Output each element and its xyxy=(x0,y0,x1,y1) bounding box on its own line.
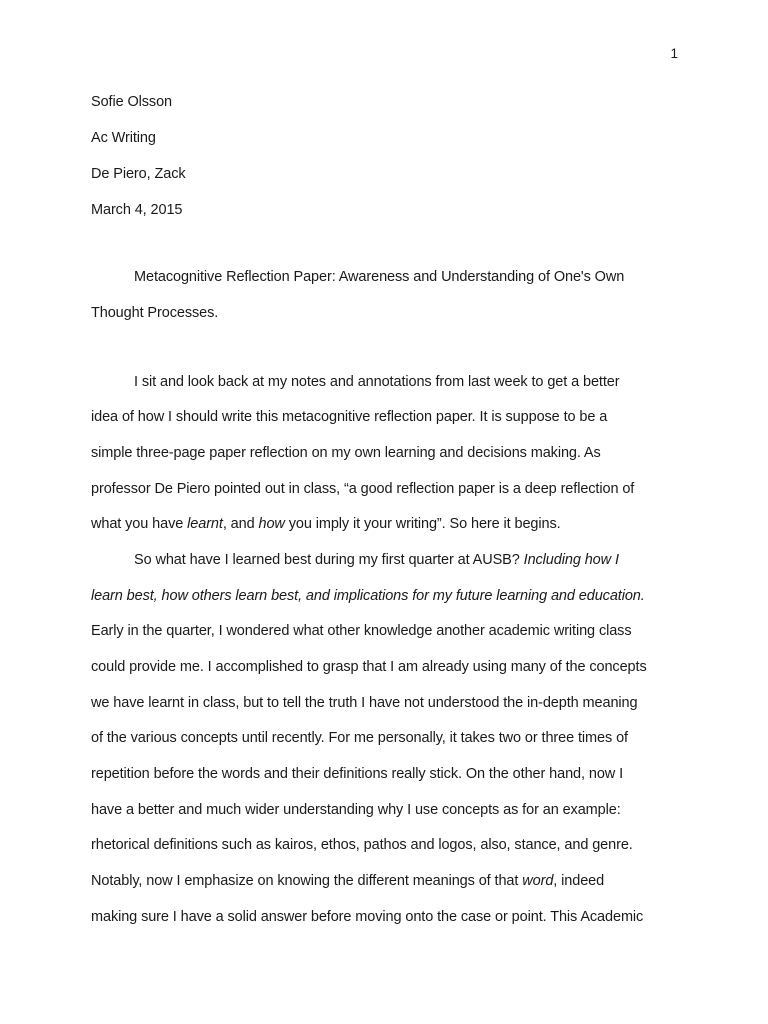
italic-text-prompt-cont: learn best, how others learn best, and implications for my future learning and education. xyxy=(91,588,645,604)
paragraph-1-line-1: I sit and look back at my notes and annotations from last week to get a better xyxy=(134,374,620,390)
paragraph-1-line-3: simple three-page paper reflection on my own learning and decisions making. As xyxy=(91,445,601,461)
document-date: March 4, 2015 xyxy=(91,202,183,218)
italic-text-how: how xyxy=(258,516,285,532)
paragraph-1-line-5 xyxy=(91,515,561,533)
paragraph-2-line-6: of the various concepts until recently. For me personally, it takes two or three times of xyxy=(91,730,628,746)
paragraph-2-line-3: Early in the quarter, I wondered what other knowledge another academic writing class xyxy=(91,623,632,639)
page-number: 1 xyxy=(670,46,678,61)
text-run: , and xyxy=(222,516,259,532)
paragraph-1-line-2: idea of how I should write this metacognitive reflection paper. It is suppose to be a xyxy=(91,409,608,425)
title-line-2: Thought Processes. xyxy=(91,305,219,321)
text-run: what you have xyxy=(91,516,188,532)
paragraph-1-line-4: professor De Piero pointed out in class, “a good reflection paper is a deep reflection of xyxy=(91,481,635,497)
text-run: So what have I learned best during my first quarter at AUSB? xyxy=(134,552,524,568)
text-run: , indeed xyxy=(553,873,605,889)
author-name: Sofie Olsson xyxy=(91,94,173,110)
instructor-name: De Piero, Zack xyxy=(91,166,186,182)
italic-text-prompt: Including how I xyxy=(523,552,619,568)
paragraph-2-line-7: repetition before the words and their definitions really stick. On the other hand, now I xyxy=(91,766,624,782)
paragraph-2-line-1 xyxy=(134,551,619,569)
paragraph-2-line-2 xyxy=(91,587,645,605)
paragraph-2-line-11: making sure I have a solid answer before moving onto the case or point. This Academic xyxy=(91,909,644,925)
paragraph-2-line-5: we have learnt in class, but to tell the truth I have not understood the in-depth meaning xyxy=(91,695,638,711)
text-run: you imply it your writing”. So here it begins. xyxy=(284,516,561,532)
text-run: Notably, now I emphasize on knowing the different meanings of that xyxy=(91,873,523,889)
paragraph-2-line-4: could provide me. I accomplished to grasp that I am already using many of the concepts xyxy=(91,659,647,675)
course-name: Ac Writing xyxy=(91,130,156,146)
paragraph-2-line-8: have a better and much wider understanding why I use concepts as for an example: xyxy=(91,802,621,818)
title-line-1: Metacognitive Reflection Paper: Awareness and Understanding of One's Own xyxy=(134,269,625,285)
paragraph-2-line-10 xyxy=(91,872,604,890)
italic-text-word: word xyxy=(522,873,554,889)
italic-text-learnt: learnt xyxy=(187,516,223,532)
paragraph-2-line-9: rhetorical definitions such as kairos, ethos, pathos and logos, also, stance, and genre. xyxy=(91,837,633,853)
